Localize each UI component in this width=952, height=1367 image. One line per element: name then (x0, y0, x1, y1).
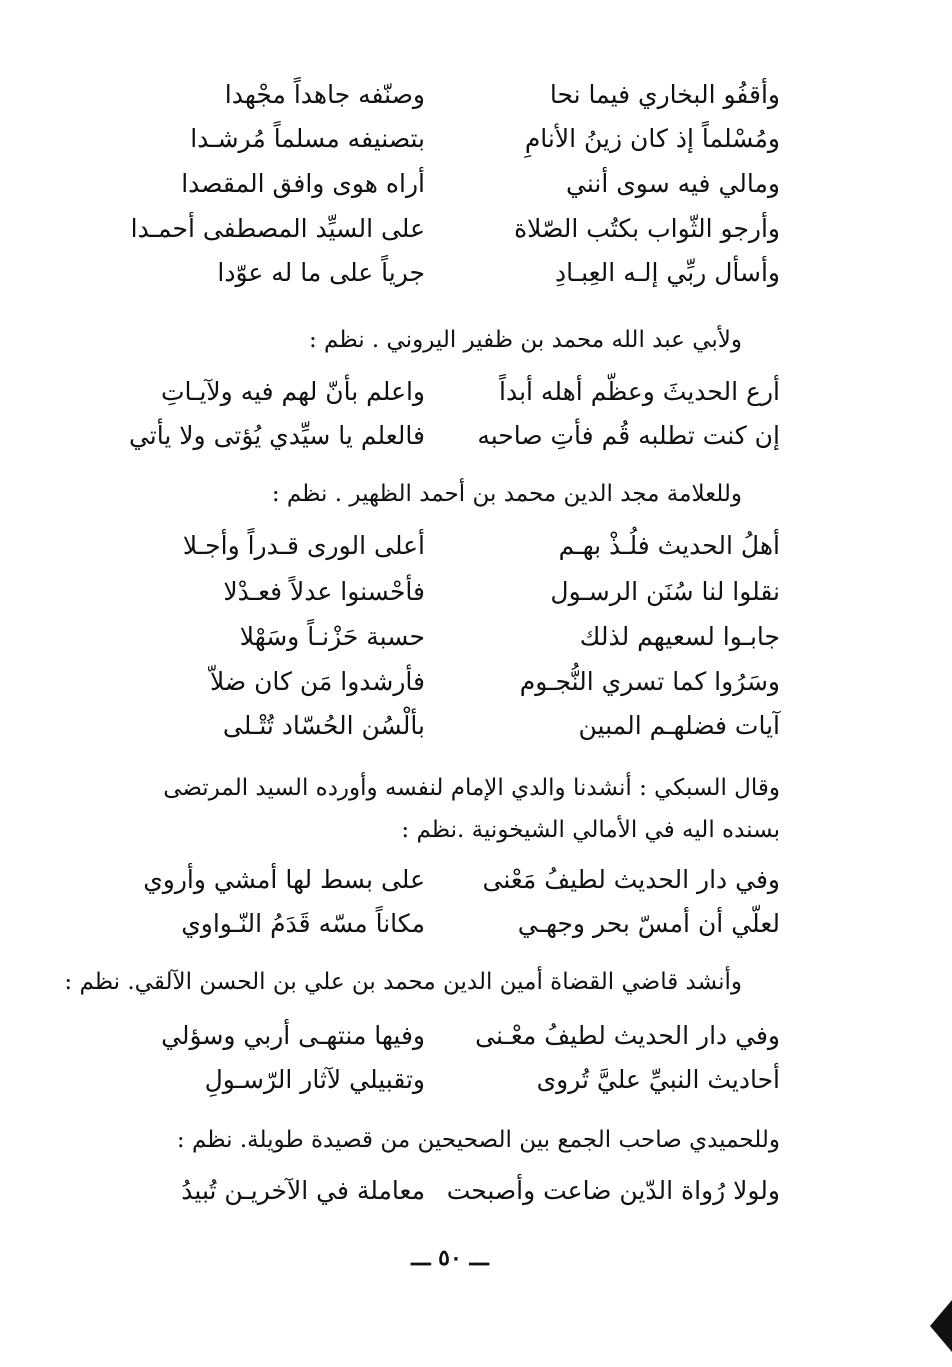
verse (128, 414, 780, 458)
verse (135, 660, 780, 704)
verse-first-hemistich: ومالي فيه سوى أنني (566, 169, 780, 198)
page-number: ـــ ٥٠ ـــ (411, 1245, 489, 1271)
section-intro: وأنشد قاضي القضاة أمين الدين محمد بن علي بن الحسن الآلقي. نظم : (64, 969, 742, 995)
section-intro-continued: بسنده اليه في الأمالي الشيخونية .نظم : (401, 817, 780, 843)
verse-second-hemistich: على بسط لها أمشي وأروي (143, 865, 425, 894)
verse-second-hemistich: وتقبيلي لآثار الرّسـولِ (204, 1065, 425, 1094)
verse-first-hemistich: وفي دار الحديث لطيفُ مَعْنى (482, 865, 780, 894)
verse-second-hemistich: جرياً على ما له عوّدا (217, 258, 425, 287)
verse-first-hemistich: وسَرُوا كما تسري النُّجـوم (519, 667, 780, 696)
verse (135, 370, 780, 414)
verse-first-hemistich: أهلُ الحديث فلُـذْ بهـم (558, 531, 780, 560)
verse-second-hemistich: فأحْسنوا عدلاً فعـدْلا (223, 577, 425, 606)
section-intro: ولأبي عبد الله محمد بن ظفير اليروني . نظم : (308, 327, 742, 353)
verse-second-hemistich: مكاناً مسّه قَدَمُ النّـواوي (181, 909, 425, 938)
verse-first-hemistich: جابـوا لسعيهم لذلك (579, 622, 780, 651)
verse-first-hemistich: ومُسْلماً إذ كان زينُ الأنامِ (524, 124, 780, 153)
verse-first-hemistich: وأقفُو البخاري فيما نحا (549, 80, 780, 109)
verse-first-hemistich: أرع الحديثَ وعظّم أهله أبداً (499, 377, 780, 406)
verse-first-hemistich: وفي دار الحديث لطيفُ معْـنى (475, 1021, 780, 1050)
verse-first-hemistich: وأرجو الثّواب بكتُب الصّلاة (514, 214, 780, 243)
verse (135, 902, 780, 946)
verse-second-hemistich: وفيها منتهـى أربي وسؤلي (161, 1021, 425, 1050)
verse (135, 251, 780, 295)
verse-second-hemistich: معاملة في الآخريـن تُبيدُ (181, 1176, 425, 1205)
verse-first-hemistich: وأسأل ربِّي إلـه العِبـادِ (555, 258, 780, 287)
verse (130, 207, 780, 251)
verse-first-hemistich: لعلّي أن أمسّ بحر وجهـي (517, 909, 780, 938)
verse-second-hemistich: فالعلم يا سيِّدي يُؤتى ولا يأتي (128, 421, 425, 450)
verse (135, 704, 780, 748)
verse (135, 1014, 780, 1058)
verse-second-hemistich: أعلى الورى قـدراً وأجـلا (182, 531, 425, 560)
verse-second-hemistich: فأرشدوا مَن كان ضلاّ (209, 667, 425, 696)
verse-second-hemistich: وصنّفه جاهداً مجْهدا (224, 80, 425, 109)
verse-first-hemistich: إن كنت تطلبه قُم فأتِ صاحبه (477, 421, 780, 450)
verse (135, 162, 780, 206)
verse (135, 570, 780, 614)
verse-first-hemistich: آيات فضلهـم المبين (578, 711, 780, 740)
scan-corner-mark (930, 1300, 952, 1352)
verse-second-hemistich: أراه هوى وافق المقصدا (181, 169, 425, 198)
section-intro: وللعلامة مجد الدين محمد بن أحمد الظهير . نظم : (271, 481, 742, 507)
verse (135, 615, 780, 659)
verse (135, 117, 780, 161)
verse-second-hemistich: واعلم بأنّ لهم فيه ولآيـاتِ (160, 377, 425, 406)
verse-second-hemistich: على السيِّد المصطفى أحمـدا (130, 214, 425, 243)
verse-second-hemistich: بتصنيفه مسلماً مُرشـدا (190, 124, 425, 153)
verse-second-hemistich: حسبة حَزْنـاً وسَهْلا (239, 622, 425, 651)
verse-second-hemistich: بألْسُن الحُسّاد تُتْـلى (222, 711, 425, 740)
verse (135, 73, 780, 117)
verse-first-hemistich: نقلوا لنا سُنَن الرسـول (550, 577, 780, 606)
verse-first-hemistich: أحاديث النبيِّ عليَّ تُروى (536, 1065, 780, 1094)
verse (135, 1058, 780, 1102)
verse (135, 858, 780, 902)
verse-first-hemistich: ولولا رُواة الدّين ضاعت وأصبحت (446, 1176, 780, 1205)
section-intro: وللحميدي صاحب الجمع بين الصحيحين من قصيدة طويلة. نظم : (176, 1127, 780, 1153)
section-intro: وقال السبكي : أنشدنا والدي الإمام لنفسه وأورده السيد المرتضى (163, 775, 780, 801)
verse (135, 1169, 780, 1213)
verse (135, 524, 780, 568)
